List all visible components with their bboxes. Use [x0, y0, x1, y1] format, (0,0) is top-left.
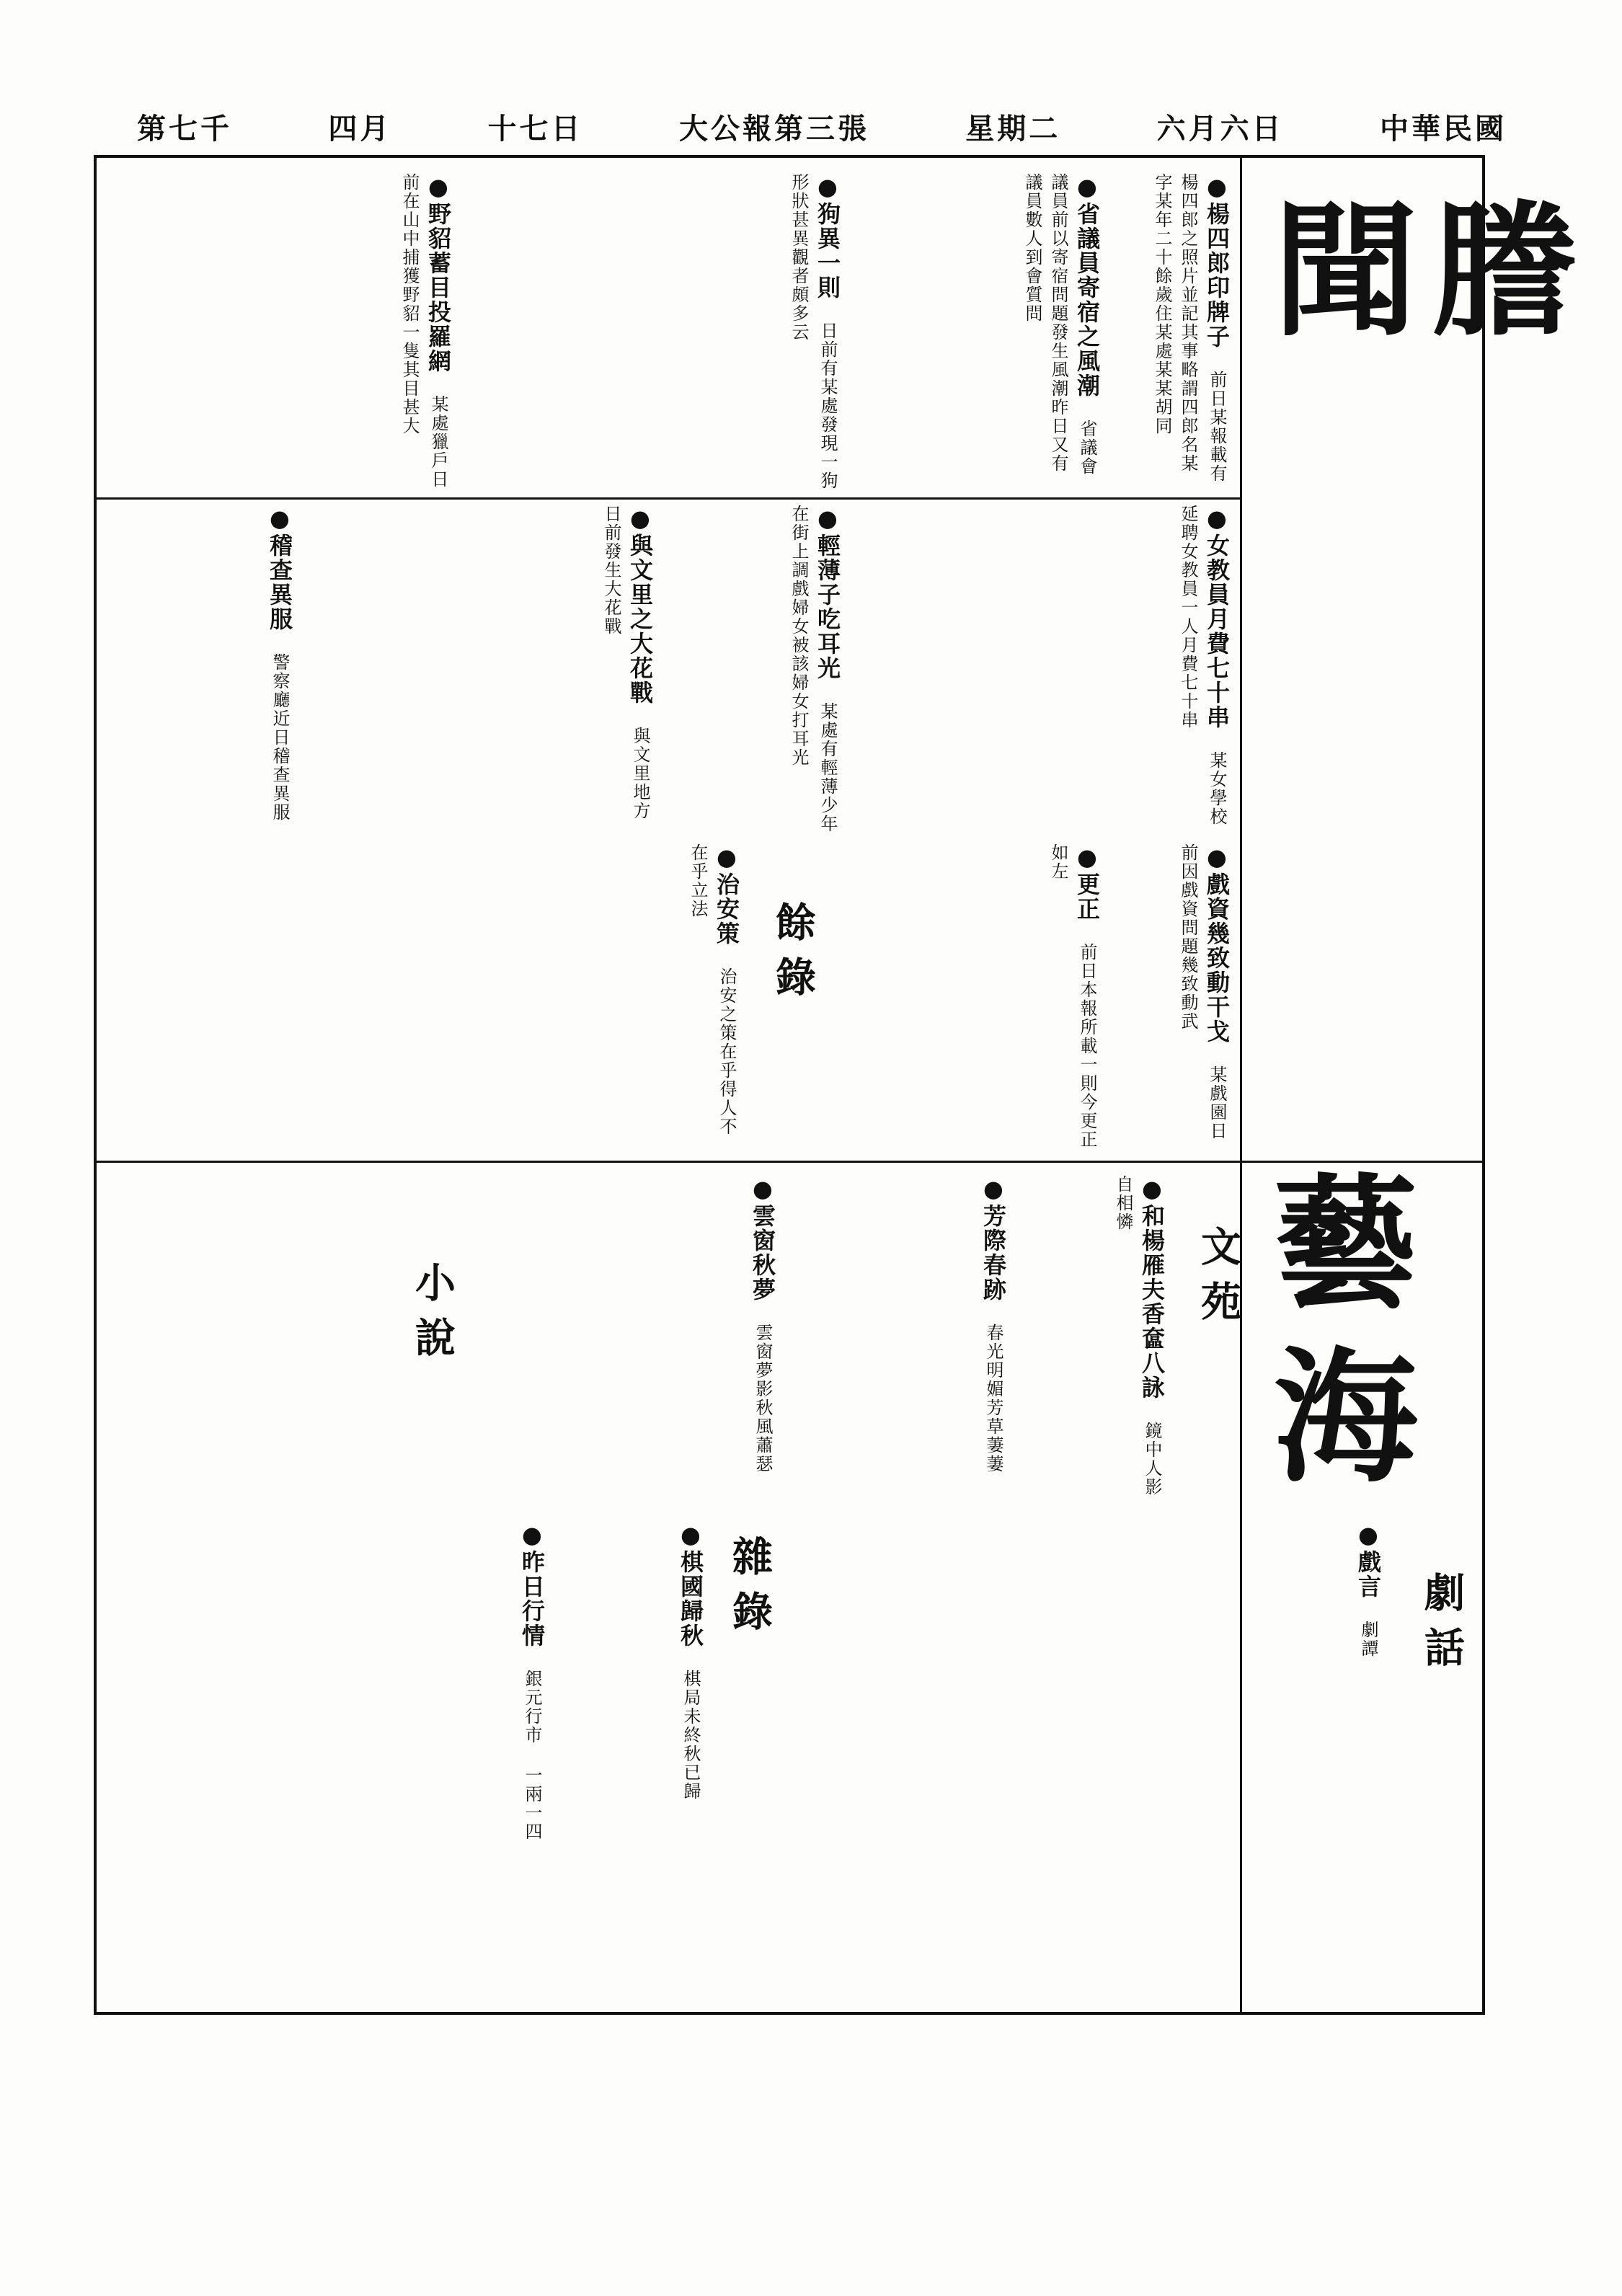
article-a7-body: 與文里地方日前發生大花戰: [601, 505, 650, 820]
article-a1: [1110, 173, 1233, 490]
article-a11-body: 治安之策在乎得人不在乎立法: [688, 843, 737, 1136]
masthead-part-1: 中華民國: [1379, 111, 1507, 146]
masthead-part-2: 六月六日: [1156, 111, 1284, 146]
article-b4-title: ● 棋國歸秋: [677, 1521, 704, 1648]
article-a11: [108, 843, 743, 1153]
article-b1-body: 鏡中人影自相憐: [1113, 1175, 1162, 1497]
article-b6: [836, 1521, 1384, 2004]
masthead-part-7: 第七千: [137, 111, 232, 146]
rule-top: [94, 497, 1240, 500]
article-b1-title: ● 和楊雁夫香奩八詠: [1138, 1175, 1166, 1400]
section-title-zalu: 雜錄: [726, 1535, 774, 1645]
rule-mid: [94, 1161, 1485, 1163]
masthead-part-6: 四月: [328, 111, 392, 146]
article-a9: [1110, 843, 1233, 1153]
article-a6-body: 某處有輕薄少年在街上調戲婦女被該婦女打耳光: [789, 505, 838, 833]
article-a10-body: 前日本報所載一則今更正如左: [1048, 843, 1097, 1149]
section-title-yulu: 餘錄: [769, 901, 817, 1011]
article-b2-body: 春光明媚芳草萋萋: [983, 1324, 1003, 1473]
article-a9-title: ● 戲資幾致動干戈: [1203, 843, 1231, 1044]
article-b5-body: 銀元行市 一兩一四: [522, 1670, 542, 1841]
masthead-part-5: 十七日: [487, 111, 583, 146]
article-a9-body: 某戲園日前因戲資問題幾致動武: [1178, 843, 1227, 1140]
article-a7-title: ● 與文里之大花戰: [626, 505, 654, 705]
article-a2-title: ● 省議員寄宿之風潮: [1073, 173, 1101, 398]
article-a6-title: ● 輕薄子吃耳光: [814, 505, 841, 681]
article-a8-title: ● 稽查異服: [266, 505, 293, 631]
masthead-part-3: 星期二: [965, 111, 1061, 146]
masthead-title: 大公報第三張: [678, 111, 869, 146]
article-a4-body: 某處獵戶日前在山中捕獲野貂一隻其目甚大: [399, 173, 448, 489]
article-a5: [858, 505, 1233, 836]
article-b3: [591, 1175, 779, 1514]
article-a6: [670, 505, 843, 836]
masthead: [137, 101, 1507, 151]
article-a10-title: ● 更正: [1073, 843, 1101, 921]
article-a3: [469, 173, 843, 490]
article-a2: [858, 173, 1103, 490]
article-a4: [108, 173, 454, 490]
article-b5-title: ● 昨日行情: [518, 1521, 546, 1648]
section-title-wenyuan: 文苑: [1195, 1225, 1242, 1335]
section-title-tengwen: 謄聞: [1249, 195, 1577, 368]
article-b3-body: 雲窗夢影秋風蕭瑟: [753, 1324, 773, 1473]
article-b3-title: ● 雲窗秋夢: [749, 1175, 776, 1302]
article-a3-body: 日前有某處發現一狗形狀甚異觀者頗多云: [789, 173, 838, 490]
article-b6-title: ● 戲言: [1355, 1521, 1382, 1599]
article-a5-title: ● 女教員月費七十串: [1203, 505, 1231, 730]
article-a8: [108, 505, 296, 836]
article-a8-body: 警察廳近日稽查異服: [270, 653, 290, 822]
article-a3-title: ● 狗異一則: [814, 173, 841, 300]
section-title-yihai: 藝海: [1249, 1168, 1419, 1514]
section-title-juhua: 劇話: [1418, 1572, 1466, 1681]
article-b2-title: ● 芳際春跡: [980, 1175, 1007, 1302]
article-b4: [562, 1521, 706, 2004]
article-a1-body: 前日某報載有楊四郎之照片並記其事略謂四郎名某字某年二十餘歲住某處某某胡同: [1152, 173, 1227, 483]
article-b4-body: 棋局未終秋已歸: [681, 1670, 701, 1801]
article-b5: [108, 1521, 548, 2004]
article-b6-body: 劇譚: [1358, 1621, 1378, 1658]
article-b2: [793, 1175, 1009, 1514]
article-a5-body: 某女學校延聘女教員一人月費七十串: [1178, 505, 1227, 826]
article-a7: [310, 505, 656, 836]
article-a1-title: ● 楊四郎印牌子: [1203, 173, 1231, 349]
article-a2-body: 省議會議員前以寄宿問題發生風潮昨日又有議員數人到會質問: [1022, 173, 1097, 476]
article-b1: [1024, 1175, 1168, 1514]
article-a10: [858, 843, 1103, 1153]
article-a11-title: ● 治安策: [713, 843, 740, 946]
article-a4-title: ● 野貂蓄目投羅網: [425, 173, 452, 373]
section-title-xiaoshuo: 小說: [409, 1262, 456, 1371]
